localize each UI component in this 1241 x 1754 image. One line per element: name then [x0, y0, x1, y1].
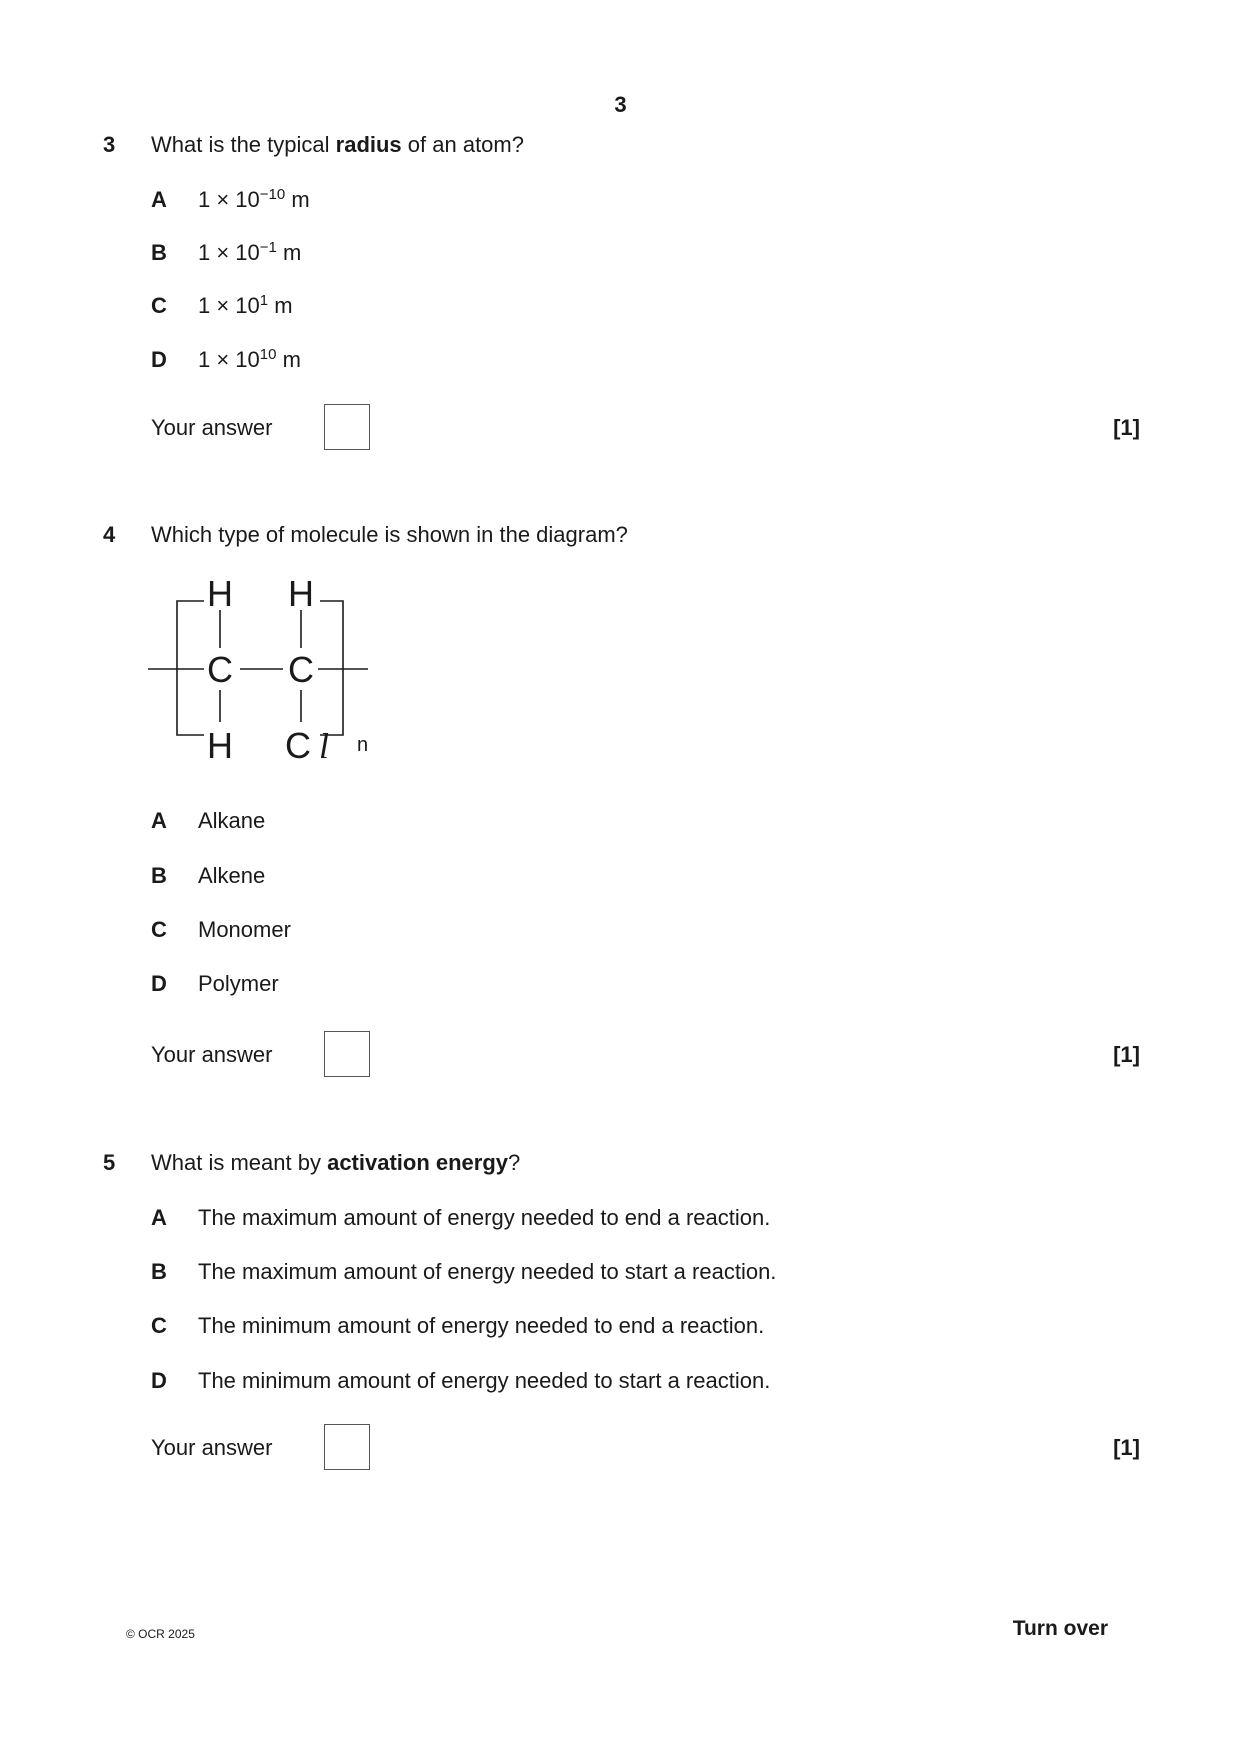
footer-copyright: © OCR 2025 [126, 1627, 195, 1641]
q5-option-d-text: The minimum amount of energy needed to start a reaction. [198, 1368, 771, 1393]
question-3-number: 3 [103, 132, 116, 157]
q4-option-b-text: Alkene [198, 863, 266, 888]
q3-option-c-exponent: 1 [259, 292, 269, 309]
q3-option-a-exponent: −10 [259, 186, 286, 203]
q5-option-c-letter: C [151, 1313, 167, 1338]
footer-turn-over: Turn over [1012, 1617, 1108, 1640]
q3-option-c-base: 1 × 10 [198, 293, 260, 318]
q3-option-d-text [198, 347, 301, 373]
q4-option-a-letter: A [151, 808, 167, 833]
pvc-polymer-structure-diagram [148, 572, 378, 772]
q4-option-c-letter: C [151, 917, 167, 942]
question-4-text: Which type of molecule is shown in the diagram? [151, 522, 628, 547]
right-repeat-bracket [320, 601, 343, 735]
q4-answer-label: Your answer [151, 1042, 273, 1067]
q3-option-b-exponent: −1 [259, 239, 277, 256]
q3-option-d-exponent: 10 [259, 346, 277, 363]
q5-option-b-letter: B [151, 1259, 167, 1284]
q4-option-d-letter: D [151, 971, 167, 996]
q4-option-a-text: Alkane [198, 808, 266, 833]
q3-option-d-letter: D [151, 347, 167, 372]
question-5-text [151, 1150, 520, 1176]
page-number: 3 [614, 92, 627, 117]
q3-option-c-unit: m [268, 293, 293, 318]
q5-option-a-text: The maximum amount of energy needed to end a reaction. [198, 1205, 771, 1230]
q4-marks: [1] [1113, 1042, 1140, 1067]
question-3-text-end: of an atom? [401, 132, 524, 157]
q4-option-c-text: Monomer [198, 917, 291, 942]
q4-option-b-letter: B [151, 863, 167, 888]
q4-answer-box[interactable] [324, 1031, 370, 1077]
q5-option-d-letter: D [151, 1368, 167, 1393]
question-3-text-bold: radius [335, 132, 402, 157]
q3-option-b-unit: m [276, 240, 302, 265]
question-3-text-start: What is the typical [151, 132, 336, 157]
q3-option-a-base: 1 × 10 [198, 187, 260, 212]
q3-option-d-base: 1 × 10 [198, 347, 260, 372]
atom-c-right: C [288, 649, 314, 690]
q5-option-b-text: The maximum amount of energy needed to start a reaction. [198, 1259, 777, 1284]
atom-c-left: C [207, 649, 233, 690]
q3-option-b-text [198, 240, 301, 266]
q3-option-a-letter: A [151, 187, 167, 212]
question-3-text [151, 132, 524, 158]
question-4-number: 4 [103, 522, 116, 547]
question-5-text-start: What is meant by [151, 1150, 328, 1175]
question-5-text-end: ? [508, 1150, 521, 1175]
q5-answer-label: Your answer [151, 1435, 273, 1460]
q3-answer-label: Your answer [151, 415, 273, 440]
q3-option-a-unit: m [285, 187, 310, 212]
q3-option-a-text [198, 187, 310, 213]
repeat-subscript-n: n [357, 734, 369, 756]
q3-option-b-letter: B [151, 240, 167, 265]
q5-marks: [1] [1113, 1435, 1140, 1460]
q3-option-c-letter: C [151, 293, 167, 318]
question-5-number: 5 [103, 1150, 116, 1175]
q3-answer-box[interactable] [324, 404, 370, 450]
q3-option-b-base: 1 × 10 [198, 240, 260, 265]
question-5-text-bold: activation energy [327, 1150, 509, 1175]
atom-cl-l: l [318, 726, 330, 766]
atom-h-top-right: H [288, 573, 314, 614]
atom-h-top-left: H [207, 573, 233, 614]
left-repeat-bracket [177, 601, 204, 735]
atom-cl-c: C [285, 725, 311, 766]
q3-option-c-text [198, 293, 293, 319]
atom-h-bottom-left: H [207, 725, 233, 766]
q5-option-a-letter: A [151, 1205, 167, 1230]
q3-option-d-unit: m [276, 347, 301, 372]
q5-answer-box[interactable] [324, 1424, 370, 1470]
q3-marks: [1] [1113, 415, 1140, 440]
q4-option-d-text: Polymer [198, 971, 279, 996]
q5-option-c-text: The minimum amount of energy needed to end a reaction. [198, 1313, 765, 1338]
